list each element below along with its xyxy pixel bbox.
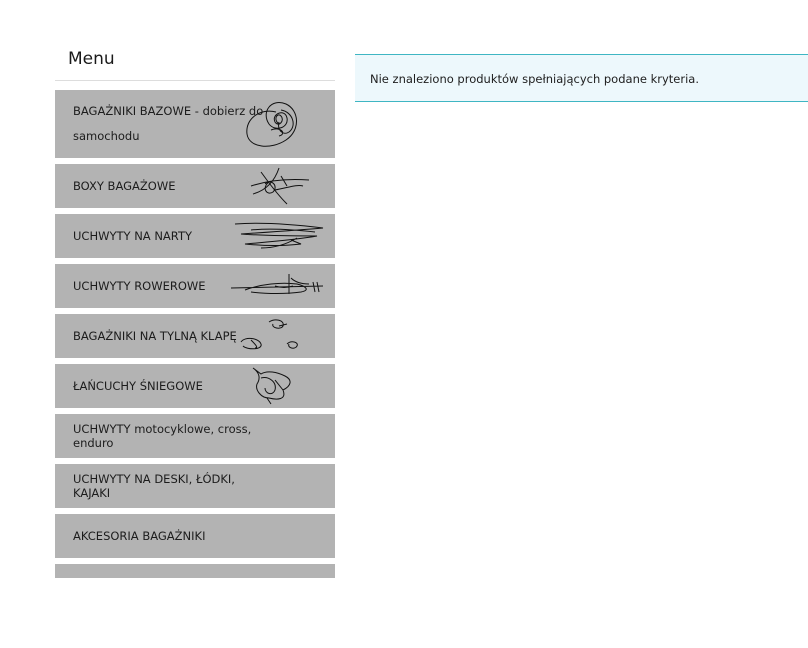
menu-item-label: BOXY BAGAŻOWE [73, 179, 176, 193]
bike-holder-scribble-icon [231, 264, 331, 308]
roof-box-scribble-icon [231, 164, 331, 208]
menu-item-rack-accessories[interactable] [55, 514, 335, 558]
tailgate-rack-scribble-icon [231, 314, 331, 358]
menu-item-tailgate-racks[interactable] [55, 314, 335, 358]
menu-item-label: UCHWYTY NA NARTY [73, 229, 192, 243]
menu-item-snow-chains[interactable] [55, 364, 335, 408]
menu-item-board-boat-kayak-holders[interactable] [55, 464, 335, 508]
menu-list [55, 90, 335, 580]
menu-item-roof-boxes[interactable] [55, 164, 335, 208]
menu-item-ski-holders[interactable] [55, 214, 335, 258]
menu-item-label: UCHWYTY motocyklowe, cross, enduro [73, 422, 252, 450]
menu-item-partial[interactable] [55, 564, 335, 578]
menu-item-label: UCHWYTY ROWEROWE [73, 279, 206, 293]
ski-holder-scribble-icon [231, 214, 331, 258]
no-products-notice: Nie znaleziono produktów spełniających podane kryteria. [355, 54, 808, 102]
menu-item-bike-holders[interactable] [55, 264, 335, 308]
menu-item-label: ŁAŃCUCHY ŚNIEGOWE [73, 379, 203, 393]
sidebar-menu [55, 40, 335, 580]
menu-item-label: BAGAŻNIKI BAZOWE - dobierz do samochodu [73, 104, 264, 143]
menu-item-motorcycle-holders[interactable] [55, 414, 335, 458]
menu-title: Menu [55, 40, 335, 81]
menu-item-label: AKCESORIA BAGAŻNIKI [73, 529, 206, 543]
menu-item-label: UCHWYTY NA DESKI, ŁÓDKI, KAJAKI [73, 472, 235, 500]
menu-item-base-racks[interactable] [55, 90, 335, 158]
menu-item-label: BAGAŻNIKI NA TYLNĄ KLAPĘ [73, 329, 237, 343]
snow-chains-scribble-icon [231, 364, 331, 408]
